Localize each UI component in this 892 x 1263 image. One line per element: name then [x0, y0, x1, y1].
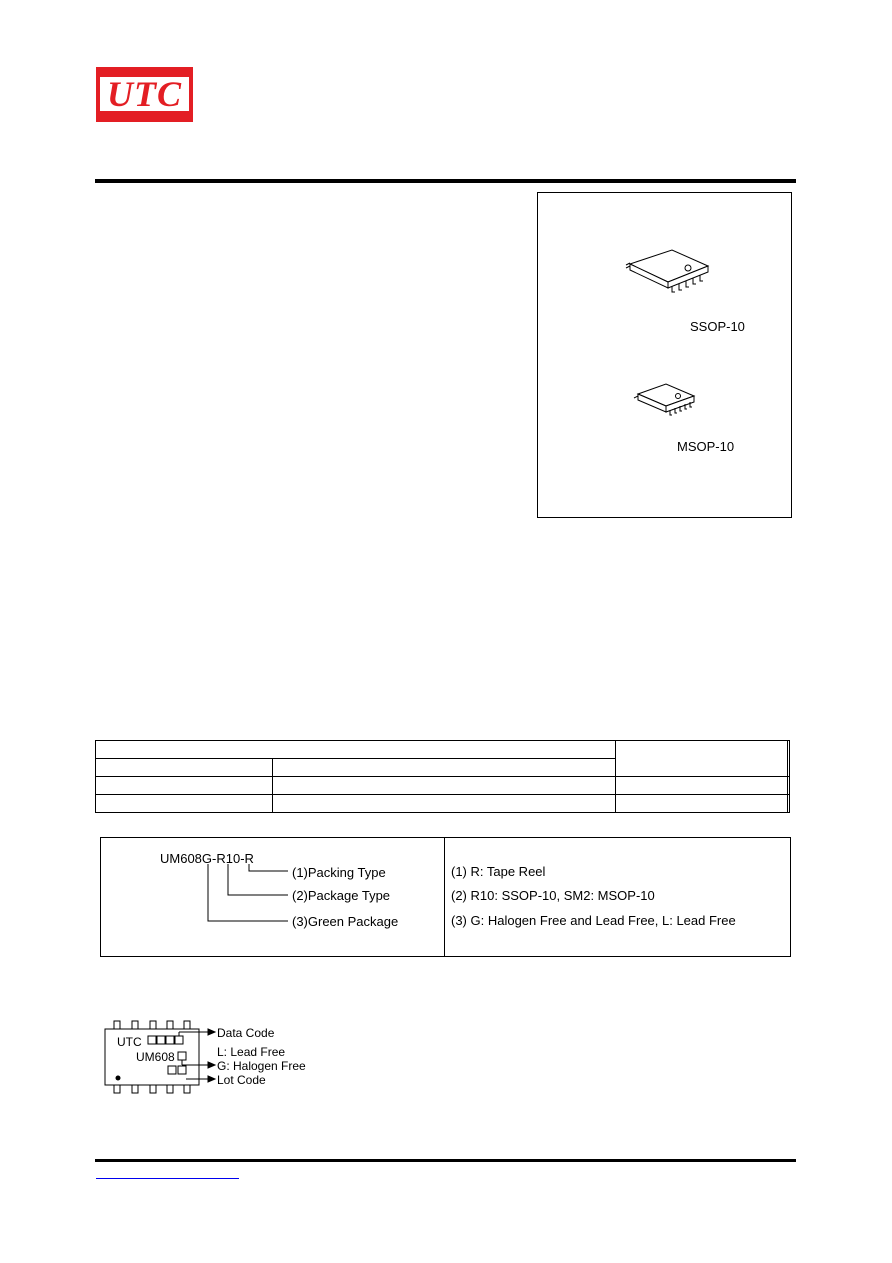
note-green: (3) G: Halogen Free and Lead Free, L: Lead Free	[451, 913, 736, 928]
ordering-table	[95, 740, 790, 813]
legend-package-type: (2)Package Type	[292, 888, 391, 903]
table-row	[96, 795, 790, 813]
marking-label-halogen-free: G: Halogen Free	[217, 1059, 306, 1073]
table-cell	[616, 795, 788, 813]
table-cell	[788, 777, 790, 795]
table-cell	[96, 759, 273, 777]
table-row	[96, 777, 790, 795]
logo-inner	[100, 74, 189, 114]
table-cell	[273, 777, 616, 795]
marking-label-data-code: Data Code	[217, 1026, 275, 1040]
footer-website-link[interactable]	[96, 1178, 239, 1179]
legend-packing-type: (1)Packing Type	[292, 865, 386, 880]
table-cell	[616, 777, 788, 795]
footer-rule	[95, 1159, 796, 1162]
ssop-10-chip-icon	[624, 246, 714, 296]
table-cell	[273, 795, 616, 813]
legend-green-package: (3)Green Package	[292, 914, 399, 929]
table-cell	[273, 759, 616, 777]
part-number: UM608G-R10-R	[160, 851, 254, 866]
ssop-10-label: SSOP-10	[690, 319, 745, 334]
table-cell	[96, 777, 273, 795]
table-cell	[616, 741, 788, 777]
marking-line-um608: UM608	[136, 1050, 175, 1064]
marking-label-lead-free: L: Lead Free	[217, 1045, 286, 1059]
marking-line-utc: UTC	[117, 1035, 142, 1049]
note-packing: (1) R: Tape Reel	[451, 864, 546, 879]
msop-10-label: MSOP-10	[677, 439, 735, 454]
header-rule	[95, 179, 796, 183]
msop-10-chip-icon	[632, 380, 702, 420]
logo-text: UTC	[107, 74, 182, 114]
table-cell	[96, 795, 273, 813]
package-box	[537, 192, 792, 518]
table-cell	[96, 741, 616, 759]
part-number-leader-lines	[200, 862, 300, 928]
order-code-divider	[444, 837, 445, 957]
marking-label-lot-code: Lot Code	[217, 1073, 266, 1087]
note-package: (2) R10: SSOP-10, SM2: MSOP-10	[451, 888, 655, 903]
table-cell	[788, 741, 790, 777]
utc-logo	[96, 67, 193, 122]
table-cell	[788, 795, 790, 813]
